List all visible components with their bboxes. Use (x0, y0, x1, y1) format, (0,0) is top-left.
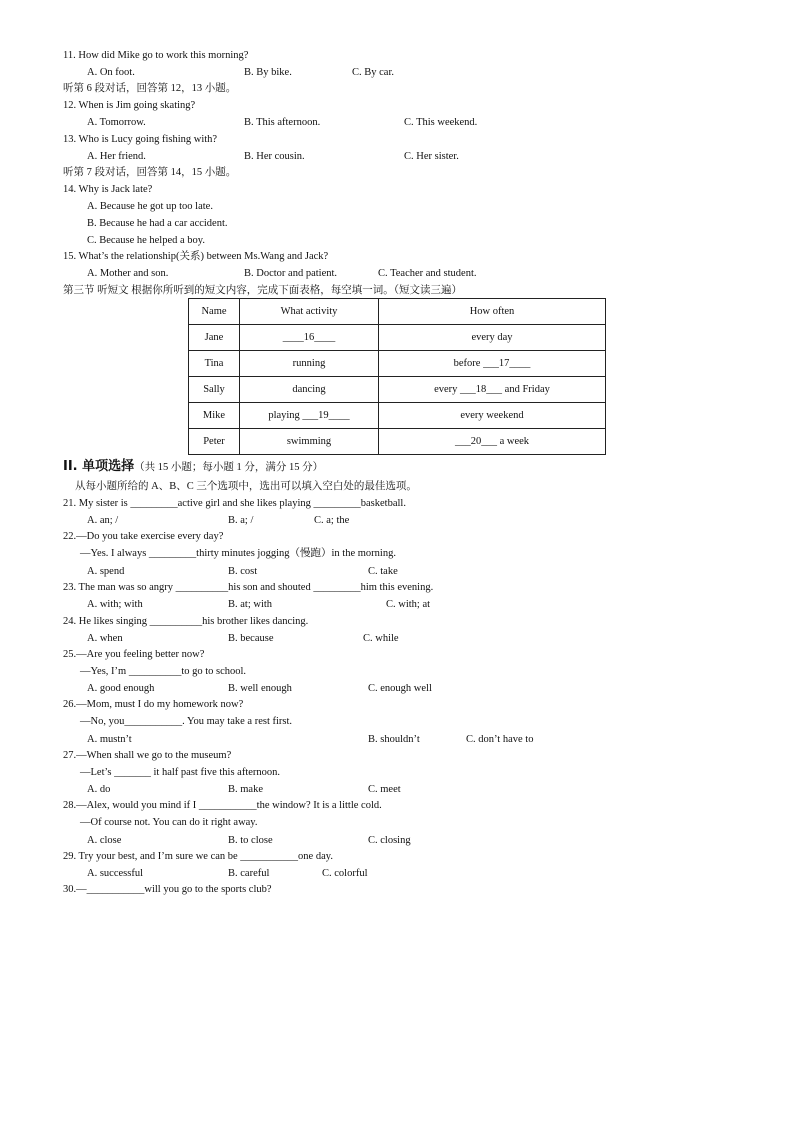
q26-option-b: B. shouldn’t (368, 734, 420, 745)
table-row (189, 325, 606, 351)
table-cell: Mike (189, 403, 240, 429)
q11-stem: 11. How did Mike go to work this morning? (63, 50, 249, 61)
q27-option-a: A. do (87, 784, 111, 795)
q26-stem: 26.—Mom, must I do my homework now? (63, 699, 244, 710)
q22-option-c: C. take (368, 566, 398, 577)
q25-option-a: A. good enough (87, 683, 155, 694)
q15-option-b: B. Doctor and patient. (244, 268, 338, 279)
table-header-cell: Name (189, 299, 240, 325)
q21-option-c: C. a; the (314, 515, 350, 526)
q11-option-b: B. By bike. (244, 67, 292, 78)
q14-option-b: B. Because he had a car accident. (87, 218, 228, 229)
q29-option-a: A. successful (87, 868, 143, 879)
q22-stem-2: —Yes. I always _________thirty minutes jogging（慢跑）in the morning. (80, 548, 396, 559)
table-row (189, 429, 606, 455)
table-cell: ___20___ a week (379, 429, 606, 455)
q15-option-a: A. Mother and son. (87, 268, 169, 279)
q25-stem-2: —Yes, I’m __________to go to school. (80, 666, 247, 677)
table-header-cell: How often (379, 299, 606, 325)
q29-option-b: B. careful (228, 868, 270, 879)
q25-option-b: B. well enough (228, 683, 292, 694)
table-cell: Jane (189, 325, 240, 351)
q25-option-c: C. enough well (368, 683, 432, 694)
q24-stem: 24. He likes singing __________his brother likes dancing. (63, 616, 309, 627)
q14-stem: 14. Why is Jack late? (63, 184, 153, 195)
q15-stem: 15. What’s the relationship(关系) between Ms.Wang and Jack? (63, 251, 329, 262)
q24-option-c: C. while (363, 633, 399, 644)
q30-stem: 30.—___________will you go to the sports club? (63, 884, 272, 895)
q23-option-a: A. with; with (87, 599, 143, 610)
q13-stem: 13. Who is Lucy going fishing with? (63, 134, 218, 145)
table-cell: every day (379, 325, 606, 351)
q14-option-a: A. Because he got up too late. (87, 201, 213, 212)
q26-stem-2: —No, you___________. You may take a rest first. (80, 716, 293, 727)
table-row (189, 377, 606, 403)
q27-stem-2: —Let’s _______ it half past five this afternoon. (80, 767, 281, 778)
q13-option-b: B. Her cousin. (244, 151, 305, 162)
q13-option-a: A. Her friend. (87, 151, 146, 162)
table-header-cell: What activity (240, 299, 379, 325)
q28-stem-2: —Of course not. You can do it right away. (80, 817, 258, 828)
q22-stem: 22.—Do you take exercise every day? (63, 531, 224, 542)
q13-option-c: C. Her sister. (404, 151, 459, 162)
q15-option-c: C. Teacher and student. (378, 268, 477, 279)
q26-option-a: A. mustn’t (87, 734, 132, 745)
table-cell: playing ___19____ (240, 403, 379, 429)
q21-option-b: B. a; / (228, 515, 254, 526)
section-2-instruction: 从每小题所给的 A、B、C 三个选项中，选出可以填入空白处的最佳选项。 (75, 481, 417, 492)
q22-option-b: B. cost (228, 566, 258, 577)
table-header-row (189, 299, 606, 325)
q28-stem: 28.—Alex, would you mind if I ___________the window? It is a little cold. (63, 800, 382, 811)
part3-instruction: 第三节 听短文 根据你所听到的短文内容，完成下面表格，每空填一词。（短文读三遍） (63, 285, 462, 296)
table-cell: swimming (240, 429, 379, 455)
table-cell: running (240, 351, 379, 377)
table-cell: ____16____ (240, 325, 379, 351)
q11-option-a: A. On foot. (87, 67, 135, 78)
q29-stem: 29. Try your best, and I’m sure we can be ___________one day. (63, 851, 333, 862)
q27-option-c: C. meet (368, 784, 401, 795)
table-cell: Sally (189, 377, 240, 403)
q25-stem: 25.—Are you feeling better now? (63, 649, 205, 660)
table-cell: every weekend (379, 403, 606, 429)
table-cell: every ___18___ and Friday (379, 377, 606, 403)
q12-option-c: C. This weekend. (404, 117, 478, 128)
q27-stem: 27.—When shall we go to the museum? (63, 750, 232, 761)
table-cell: Tina (189, 351, 240, 377)
table-cell: dancing (240, 377, 379, 403)
q14-option-c: C. Because he helped a boy. (87, 235, 205, 246)
section-2-note: （共 15 小题；每小题 1 分，满分 15 分） (134, 462, 324, 473)
q29-option-c: C. colorful (322, 868, 368, 879)
q28-option-c: C. closing (368, 835, 411, 846)
q12-stem: 12. When is Jim going skating? (63, 100, 196, 111)
dialog-6-instruction: 听第 6 段对话，回答第 12，13 小题。 (63, 83, 237, 94)
q21-option-a: A. an; / (87, 515, 119, 526)
table-row (189, 403, 606, 429)
q24-option-b: B. because (228, 633, 274, 644)
q22-option-a: A. spend (87, 566, 125, 577)
dialog-7-instruction: 听第 7 段对话，回答第 14，15 小题。 (63, 167, 237, 178)
q12-option-b: B. This afternoon. (244, 117, 321, 128)
section-2-title: II. 单项选择 (63, 459, 135, 474)
q28-option-a: A. close (87, 835, 122, 846)
table-cell: Peter (189, 429, 240, 455)
q12-option-a: A. Tomorrow. (87, 117, 146, 128)
section-2-heading (63, 460, 323, 474)
table-row (189, 351, 606, 377)
table-cell: before ___17____ (379, 351, 606, 377)
q21-stem: 21. My sister is _________active girl and she likes playing _________basketball. (63, 498, 406, 509)
q11-option-c: C. By car. (352, 67, 394, 78)
q26-option-c: C. don’t have to (466, 734, 534, 745)
q27-option-b: B. make (228, 784, 263, 795)
q23-option-b: B. at; with (228, 599, 273, 610)
listening-table (188, 298, 606, 455)
q23-option-c: C. with; at (386, 599, 431, 610)
q23-stem: 23. The man was so angry __________his son and shouted _________him this evening. (63, 582, 434, 593)
q28-option-b: B. to close (228, 835, 273, 846)
q24-option-a: A. when (87, 633, 123, 644)
